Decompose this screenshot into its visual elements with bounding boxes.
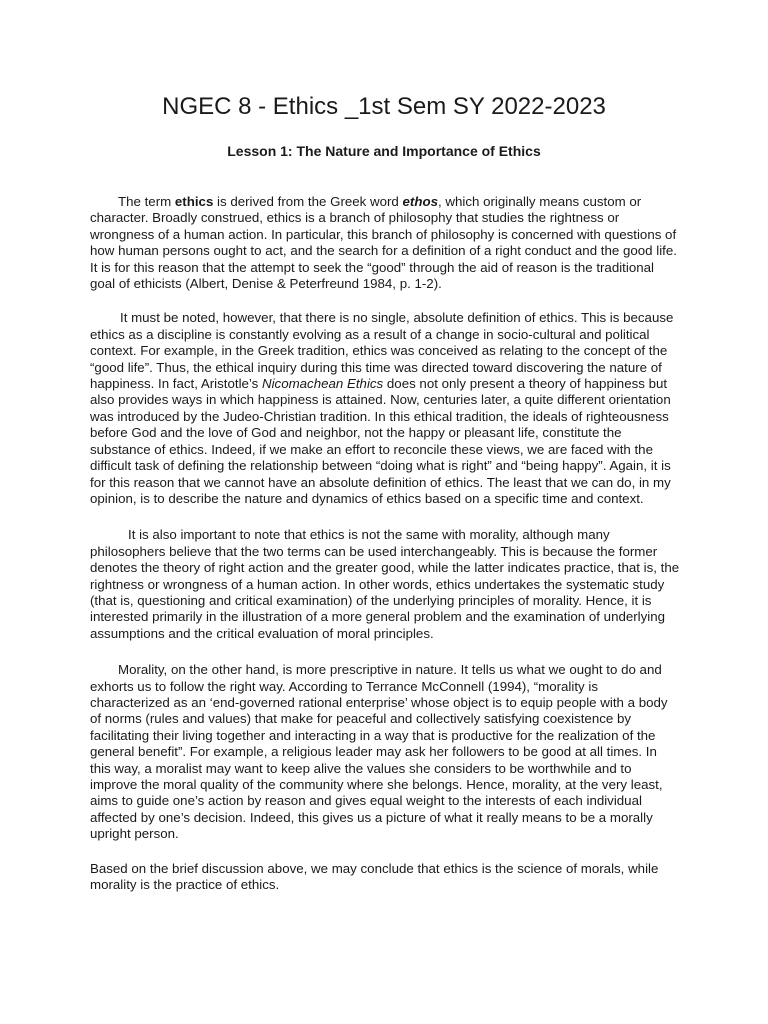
paragraph-text: It is also important to note that ethics is not the same with morality, although many philosophers believe that the two terms can be used interchangeably. This is because the former denotes the theory of right action and the greater good, while the latter indicates practice, that is, the rightness or wrongness of a human action. In other words, ethics undertakes the systematic study (that is, questioning and critical examination) of the underlying principles of morality. Hence, it is interested primarily in the illustration of a more general problem and the examination of underlying assumptions and the critical evaluation of moral principles.: [90, 527, 680, 641]
paragraph-5: [90, 861, 680, 894]
term-ethics: ethics: [174, 194, 214, 209]
paragraph-text: does not only present a theory of happiness but also provides ways in which happiness is attained. Now, centuries later, a quite different orientation was introduced by the Judeo-Christian tradition. In this ethical tradition, the ideals of righteousness before God and the love of God and neighbor, not the happy or pleasant life, constitute the substance of ethics. Indeed, if we make an effort to reconcile these views, we are faced with the difficult task of defining the relationship between “doing what is right” and “being happy”. Again, it is for this reason that we cannot have an absolute definition of ethics. The least that we can do, in my opinion, is to describe the nature and dynamics of ethics based on a specific time and context.: [90, 376, 671, 506]
paragraph-text: It must be noted, however, that there is no single, absolute definition of ethics. This is because ethics as a discipline is constantly evolving as a result of a change in socio-cultural and political context. For example, in the Greek tradition, ethics was conceived as relating to the concept of the “good life”. Thus, the ethical inquiry during this time was directed toward discovering the nature of happiness. In fact, Aristotle’s: [90, 310, 674, 392]
document-body: [90, 194, 680, 911]
paragraph-text: Based on the brief discussion above, we may conclude that ethics is the science of morals, while morality is the practice of ethics.: [90, 860, 659, 893]
paragraph-3: [90, 527, 680, 642]
paragraph-text: The term: [118, 194, 175, 209]
paragraph-1: [90, 194, 680, 292]
book-title: Nicomachean Ethics: [261, 376, 384, 392]
term-ethos: ethos: [402, 194, 438, 209]
paragraph-text: Morality, on the other hand, is more prescriptive in nature. It tells us what we ought to do and exhorts us to follow the right way. According to Terrance McConnell (1994), “morality is characterized as an ‘end-governed rational enterprise’ whose object is to equip people with a body of norms (rules and values) that make for peaceful and collectively satisfying coexistence by facilitating their living together and interacting in a way that is productive for the realization of the general benefit”. For example, a religious leader may ask her followers to be good at all times. In this way, a moralist may want to keep alive the values she considers to be worthwhile and to improve the moral quality of the community where she belongs. Hence, morality, at the very least, aims to guide one’s action by reason and gives equal weight to the interests of each individual affected by one’s decision. Indeed, this gives us a picture of what it really means to be a morally upright person.: [90, 662, 668, 842]
paragraph-text: , which originally means custom or character. Broadly construed, ethics is a branch of philosophy that studies the rightness or wrongness of a human action. In particular, this branch of philosophy is concerned with questions of how human persons ought to act, and the search for a definition of a right conduct and the good life. It is for this reason that the attempt to seek the “good” through the aid of reason is the traditional goal of ethicists (Albert, Denise & Peterfreund 1984, p. 1-2).: [90, 194, 677, 292]
paragraph-2: [90, 310, 680, 507]
paragraph-text: is derived from the Greek word: [213, 194, 403, 209]
paragraph-4: [90, 662, 680, 842]
lesson-heading: Lesson 1: The Nature and Importance of Ethics: [227, 143, 541, 159]
document-title: NGEC 8 - Ethics _1st Sem SY 2022-2023: [162, 93, 606, 120]
